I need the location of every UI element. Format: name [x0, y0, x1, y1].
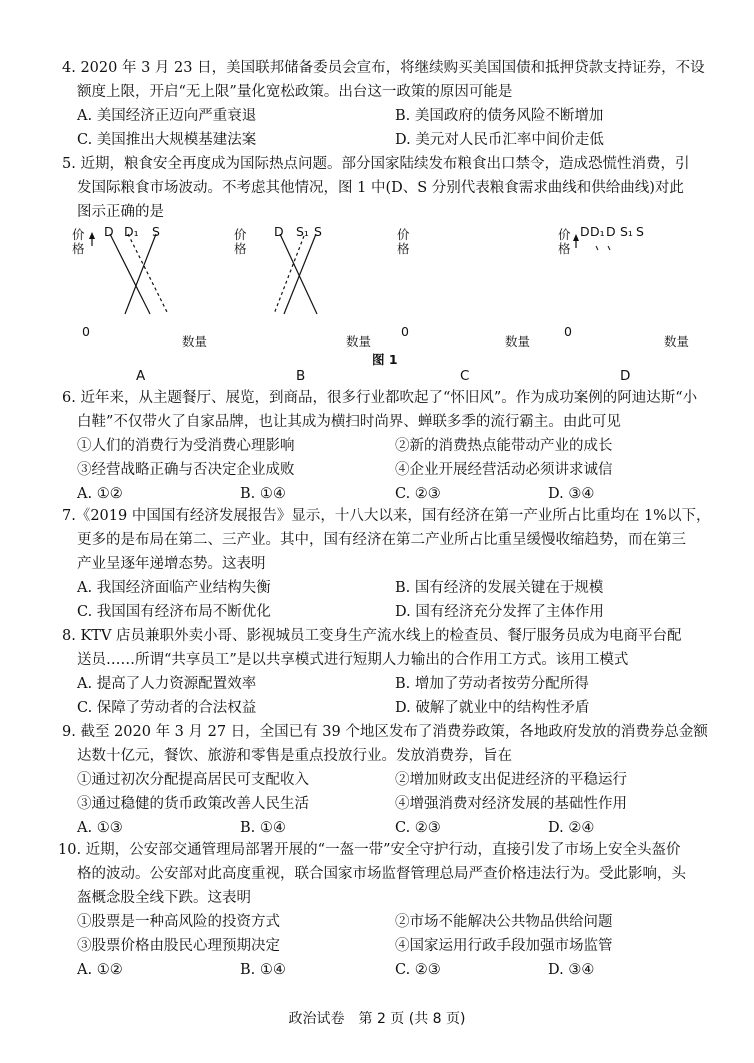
q10-choice-d: D. ③④: [548, 962, 595, 978]
panel-d-letter: D: [620, 368, 631, 384]
q5-stem-line-1: 5. 近期，粮食安全再度成为国际热点问题。部分国家陆续发布粮食出口禁令，造成恐慌性消费，引: [62, 156, 690, 172]
q10-choice-b: B. ①④: [240, 962, 286, 978]
panel-c-letter: C: [460, 368, 470, 384]
q7-option-a: A. 我国经济面临产业结构失衡: [77, 580, 271, 596]
q9-choice-a: A. ①③: [77, 820, 123, 836]
panel-d-curve-label-4: S₁: [620, 224, 633, 239]
panel-a-curve-label-1: D: [104, 224, 114, 239]
panel-c-price-label: 价格: [397, 227, 410, 256]
q7-option-c: C. 我国国有经济布局不断优化: [77, 604, 271, 620]
q9-choice-c: C. ②③: [395, 820, 441, 836]
q7-stem-line-2: 更多的是布局在第二、三产业。其中，国有经济在第二产业所占比重呈缓慢收缩趋势，而在第三: [77, 532, 686, 548]
q6-item-2: ②新的消费热点能带动产业的成长: [395, 438, 613, 454]
q9-choice-b: B. ①④: [240, 820, 286, 836]
page-footer: 政治试卷 第 2 页 (共 8 页): [288, 1011, 466, 1027]
q7-option-b: B. 国有经济的发展关键在于规模: [395, 580, 604, 596]
panel-d-curve-label-1: D: [580, 224, 590, 239]
q4-option-b: B. 美国政府的债务风险不断增加: [395, 108, 604, 124]
q10-item-3: ③股票价格由股民心理预期决定: [77, 938, 280, 954]
q6-choice-c: C. ②③: [395, 486, 441, 502]
panel-d-graph: [556, 224, 716, 354]
q5-stem-line-3: 图示正确的是: [77, 204, 164, 220]
q10-stem-line-3: 盔概念股全线下跌。这表明: [77, 890, 251, 906]
q9-item-2: ②增加财政支出促进经济的平稳运行: [395, 772, 627, 788]
q8-stem-line-1: 8. KTV 店员兼职外卖小哥、影视城员工变身生产流水线上的检查员、餐厅服务员成为电商平台配: [62, 628, 682, 644]
q5-stem-line-2: 发国际粮食市场波动。不考虑其他情况，图 1 中(D、S 分别代表粮食需求曲线和供给曲线)对此: [77, 180, 684, 196]
q9-item-4: ④增强消费对经济发展的基础性作用: [395, 796, 627, 812]
panel-a-letter: A: [136, 368, 146, 384]
panel-c-qty-label: 数量: [505, 334, 531, 349]
figure-panel-b: [232, 224, 392, 354]
q9-stem-line-1: 9. 截至 2020 年 3 月 27 日，全国已有 39 个地区发布了消费券政策，各地政府发放的消费券总金额: [62, 724, 708, 740]
figure-panel-c: [395, 224, 555, 354]
panel-d-qty-label: 数量: [664, 334, 690, 349]
q6-item-1: ①人们的消费行为受消费心理影响: [77, 438, 295, 454]
panel-b-price-label: 价格: [234, 227, 247, 256]
q10-stem-line-2: 格的波动。公安部对此高度重视，联合国家市场监督管理总局严查价格违法行为。受此影响，头: [77, 866, 686, 882]
panel-a-qty-label: 数量: [182, 334, 208, 349]
q10-stem-line-1: 10. 近期，公安部交通管理局部署开展的“一盔一带”安全守护行动，直接引发了市场上安全头盔价: [58, 842, 681, 858]
figure-panel-a: [70, 224, 230, 354]
panel-a-demand-shifted-curve: [128, 234, 168, 314]
panel-d-price-label: 价格: [558, 227, 571, 256]
q7-option-d: D. 国有经济充分发挥了主体作用: [395, 604, 604, 620]
q6-choice-b: B. ①④: [240, 486, 286, 502]
q8-option-b: B. 增加了劳动者按劳分配所得: [395, 676, 589, 692]
q10-choice-c: C. ②③: [395, 962, 441, 978]
q9-choice-d: D. ②④: [548, 820, 595, 836]
panel-b-letter: B: [296, 368, 306, 384]
panel-b-curve-label-2: S₁: [296, 224, 309, 239]
q10-choice-a: A. ①②: [77, 962, 123, 978]
panel-b-qty-label: 数量: [346, 334, 372, 349]
q9-stem-line-2: 达数十亿元，餐饮、旅游和零售是重点投放行业。发放消费券，旨在: [77, 748, 512, 764]
figure-caption: 图 1: [372, 352, 398, 367]
q8-option-c: C. 保障了劳动者的合法权益: [77, 700, 257, 716]
q8-stem-line-2: 送员……所谓“共享员工”是以共享模式进行短期人力输出的合作用工方式。该用工模式: [77, 652, 629, 668]
q10-item-2: ②市场不能解决公共物品供给问题: [395, 914, 613, 930]
q7-stem-line-1: 7.《2019 中国国有经济发展报告》显示，十八大以来，国有经济在第一产业所占比重均在 1%以下，: [62, 508, 711, 524]
q6-item-4: ④企业开展经营活动必须讲求诚信: [395, 462, 613, 478]
panel-b-curve-label-3: S: [314, 224, 322, 239]
panel-d-curve-label-2: D₁: [590, 224, 605, 239]
panel-c-origin: 0: [401, 324, 409, 339]
panel-d-curve-label-5: S: [636, 224, 644, 239]
q4-option-c: C. 美国推出大规模基建法案: [77, 132, 257, 148]
q10-item-1: ①股票是一种高风险的投资方式: [77, 914, 280, 930]
q6-choice-d: D. ③④: [548, 486, 595, 502]
q7-stem-line-3: 产业呈逐年递增态势。这表明: [77, 556, 266, 572]
q9-item-3: ③通过稳健的货币政策改善人民生活: [77, 796, 309, 812]
figure-panel-d: [556, 224, 716, 354]
q6-choice-a: A. ①②: [77, 486, 123, 502]
q8-option-a: A. 提高了人力资源配置效率: [77, 676, 257, 692]
panel-a-curve-label-3: S: [152, 224, 160, 239]
panel-b-curve-label-1: D: [274, 224, 284, 239]
q6-stem-line-2: 白鞋”不仅带火了自家品牌，也让其成为横扫时尚界、蝉联多季的流行霸主。由此可见: [77, 414, 621, 430]
q10-item-4: ④国家运用行政手段加强市场监管: [395, 938, 613, 954]
panel-d-curve-label-3: D: [606, 224, 616, 239]
q6-stem-line-1: 6. 近年来，从主题餐厅、展览，到商品，很多行业都吹起了“怀旧风”。作为成功案例的阿迪达斯“小: [62, 390, 698, 406]
panel-a-price-label: 价格: [72, 227, 85, 256]
q6-item-3: ③经营战略正确与否决定企业成败: [77, 462, 295, 478]
panel-a-origin: 0: [82, 324, 90, 339]
panel-a-curve-label-2: D₁: [124, 224, 139, 239]
q4-stem-line-2: 额度上限，开启“无上限”量化宽松政策。出台这一政策的原因可能是: [77, 84, 513, 100]
q4-stem-line-1: 4. 2020 年 3 月 23 日，美国联邦储备委员会宣布，将继续购买美国国债和抵押贷款支持证券，不设: [62, 60, 705, 76]
q9-item-1: ①通过初次分配提高居民可支配收入: [77, 772, 309, 788]
q8-option-d: D. 破解了就业中的结构性矛盾: [395, 700, 590, 716]
panel-d-origin: 0: [564, 324, 572, 339]
q4-option-d: D. 美元对人民币汇率中间价走低: [395, 132, 604, 148]
q4-option-a: A. 美国经济正迈向严重衰退: [77, 108, 257, 124]
